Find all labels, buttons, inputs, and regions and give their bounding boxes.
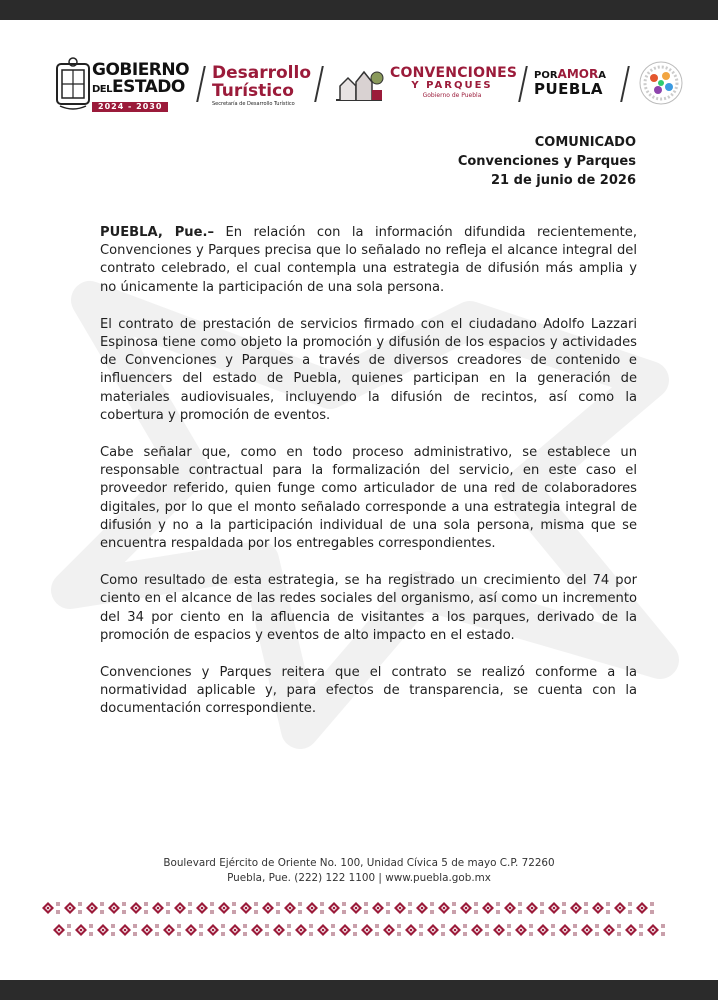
gobierno-logo-text xyxy=(92,62,189,112)
por-text: POR xyxy=(534,70,558,81)
desarrollo-line2: Turístico xyxy=(212,81,294,101)
document-body xyxy=(100,224,637,738)
amor-text: AMOR xyxy=(557,67,599,81)
paragraph-4: Como resultado de esta estrategia, se ha registrado un crecimiento del 74 por ciento en el alcance de las redes sociales del organismo, así como un incremento del 34 por ciento en la afluencia de visitantes a los parques, derivado de la promoción de espacios y eventos de alto impacto en el estado. xyxy=(100,573,637,643)
desarrollo-sub: Secretaría de Desarrollo Turístico xyxy=(212,101,295,107)
header-separator xyxy=(620,66,630,102)
gobierno-years: 2024 - 2030 xyxy=(92,102,168,112)
gobierno-estado: ESTADO xyxy=(112,77,185,97)
convenciones-gob: Gobierno de Puebla xyxy=(422,92,482,99)
coat-of-arms-icon xyxy=(54,54,92,114)
gobierno-del: DEL xyxy=(92,84,113,95)
paragraph-1 xyxy=(100,224,637,297)
gobierno-line2 xyxy=(92,79,189,96)
document-page xyxy=(0,20,718,980)
header-separator xyxy=(314,66,324,102)
dateline: PUEBLA, Pue.– xyxy=(100,225,215,240)
puebla-text: PUEBLA xyxy=(534,80,604,98)
header-separator xyxy=(196,66,206,102)
paragraph-5: Convenciones y Parques reitera que el contrato se realizó conforme a la normatividad aplicable y, para efectos de transparencia, se cuenta con la documentación correspondiente. xyxy=(100,665,637,717)
desarrollo-turistico-logo xyxy=(212,64,311,107)
header-separator xyxy=(518,66,528,102)
bottom-dark-bar xyxy=(0,980,718,1000)
convenciones-building-icon xyxy=(332,64,386,104)
footer-line2: Puebla, Pue. (222) 122 1100 | www.puebla.gob.mx xyxy=(227,872,491,884)
comunicado-heading xyxy=(458,133,636,190)
comunicado-date: 21 de junio de 2026 xyxy=(491,173,636,188)
convenciones-title: CONVENCIONES xyxy=(390,65,518,81)
footer-address xyxy=(0,856,718,886)
desarrollo-line1: Desarrollo xyxy=(212,63,312,83)
paragraph-1-text: En relación con la información difundida recientemente, Convenciones y Parques precisa que lo señalado no refleja el alcance integral del contrato celebrado, el cual contempla una estrategia de difusión más amplia y no únicamente la participación de una sola persona. xyxy=(100,225,638,295)
convenciones-sub: Y PARQUES xyxy=(411,80,493,91)
paragraph-3: Cabe señalar que, como en todo proceso administrativo, se establece un responsable contractual para la formalización del servicio, en este caso el proveedor referido, quien funge como articulador de una red de colaboradores digitales, por lo que el monto señalado corresponde a una estrategia integral de difusión y no a la participación individual de una sola persona, misma que se encuentra respaldada por los entregables correspondientes. xyxy=(100,445,637,552)
paragraph-2: El contrato de prestación de servicios firmado con el ciudadano Adolfo Lazzari Espinosa tiene como objeto la promoción y difusión de los espacios y actividades de Convenciones y Parques a través de diversos creadores de contenido e influencers del estado de Puebla, quienes participan en la generación de materiales audiovisuales, incluyendo la difusión de recintos, así como la cobertura y promoción de eventos. xyxy=(100,316,637,423)
header-logos xyxy=(50,54,690,114)
footer-line1: Boulevard Ejército de Oriente No. 100, Unidad Cívica 5 de mayo C.P. 72260 xyxy=(163,857,555,869)
comunicado-label: COMUNICADO xyxy=(534,135,636,150)
talavera-pattern-icon xyxy=(40,898,680,942)
circular-emblem-icon xyxy=(638,60,684,106)
a-text: A xyxy=(598,70,606,81)
comunicado-org: Convenciones y Parques xyxy=(457,154,636,169)
convenciones-logo-text xyxy=(390,65,518,99)
top-dark-bar xyxy=(0,0,718,20)
por-amor-a-puebla-logo xyxy=(534,68,606,97)
gobierno-line1: GOBIERNO xyxy=(92,60,190,80)
